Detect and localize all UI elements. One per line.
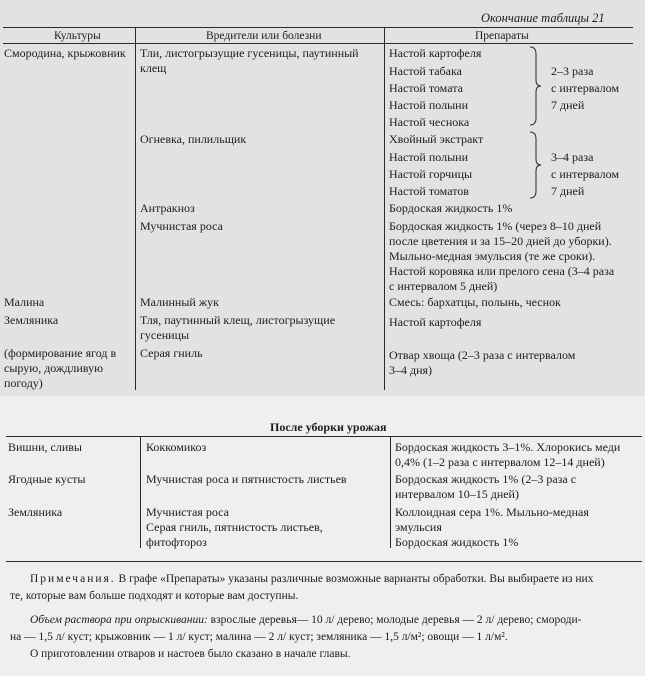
after-top-rule (6, 436, 642, 437)
table-caption: Окончание таблицы 21 (481, 11, 605, 25)
column-separator-1 (135, 27, 136, 390)
after-prep-text: Бордоская жидкость 1% (395, 535, 519, 549)
cell-culture-currant: Смородина, крыжовник (4, 46, 126, 60)
prep-item: Бордоская жидкость 1% (389, 201, 513, 215)
cell-pest-aphids-mites: Тля, паутинный клещ, листогрызущие (140, 313, 336, 327)
after-prep-text: эмульсия (395, 520, 442, 534)
prep-item: Настой полыни (389, 150, 468, 164)
prep-frequency: 3–4 раза (551, 150, 594, 164)
note-paragraph-2-line-2: на — 1,5 л/ куст; крыжовник — 1 л/ куст; малина — 2 л/ куст; земляника — 1,5 л/м²; овощи — 1 л/м². (10, 631, 508, 643)
prep-item: Настой томатов (389, 184, 469, 198)
curly-brace-icon (528, 131, 542, 199)
prep-item: Настой табака (389, 64, 462, 78)
header-bottom-rule (3, 43, 633, 44)
after-pest-mildew-spots: Мучнистая роса и пятнистость листьев (146, 472, 347, 486)
prep-frequency: с интервалом (551, 81, 620, 95)
prep-text: после цветения и за 15–20 дней до уборки). (389, 234, 612, 248)
cell-culture-raspberry: Малина (4, 295, 45, 309)
after-column-separator-1 (140, 436, 141, 548)
note-paragraph-2 (30, 612, 581, 629)
after-prep-text: 0,4% (1–2 раза с интервалом 12–14 дней) (395, 455, 605, 469)
cell-culture-strawberry: Земляника (4, 313, 59, 327)
cell-pest-raspberry-beetle: Малинный жук (140, 295, 219, 309)
cell-culture-condition: погоду) (4, 376, 43, 390)
after-prep-text: Коллоидная сера 1%. Мыльно-медная (395, 505, 589, 519)
after-pest-text: Мучнистая роса (146, 505, 229, 519)
header-preps: Препараты (475, 30, 529, 42)
prep-item: Настой томата (389, 81, 463, 95)
cell-pest-powdery-mildew: Мучнистая роса (140, 219, 223, 233)
prep-text: с интервалом 5 дней) (389, 279, 498, 293)
after-column-separator-2 (390, 436, 391, 548)
column-separator-2 (384, 27, 385, 390)
after-bottom-rule (6, 561, 642, 562)
prep-frequency: с интервалом (551, 167, 620, 181)
cell-pest-gray-mold: Серая гниль (140, 346, 203, 360)
prep-text: Мыльно-медная эмульсия (те же сроки). (389, 249, 596, 263)
cell-culture-condition: (формирование ягод в (4, 346, 117, 360)
cell-pest-aphids: Тли, листогрызущие гусеницы, паутинный (140, 46, 359, 60)
prep-frequency: 2–3 раза (551, 64, 594, 78)
prep-item: Настой чеснока (389, 115, 470, 129)
prep-item: Смесь: бархатцы, полынь, чеснок (389, 295, 561, 309)
header-pests: Вредители или болезни (206, 30, 322, 42)
cell-pest-moth: Огневка, пилильщик (140, 132, 247, 146)
prep-text: Настой коровяка или прелого сена (3–4 раза (389, 264, 615, 278)
curly-brace-icon (528, 46, 542, 126)
after-culture-cherries: Вишни, сливы (8, 440, 82, 454)
note-paragraph-1 (30, 571, 593, 588)
prep-text: Отвар хвоща (2–3 раза с интервалом (389, 348, 576, 362)
prep-item: Хвойный экстракт (389, 132, 484, 146)
header-culture: Культуры (54, 30, 101, 42)
after-prep-text: Бордоская жидкость 1% (2–3 раза с (395, 472, 577, 486)
prep-item: Настой полыни (389, 98, 468, 112)
prep-text: Бордоская жидкость 1% (через 8–10 дней (389, 219, 602, 233)
prep-text: 3–4 дня) (389, 363, 433, 377)
prep-item: Настой горчицы (389, 167, 473, 181)
after-prep-text: Бордоская жидкость 3–1%. Хлорокись меди (395, 440, 621, 454)
cell-pest-aphids-mites-cont: гусеницы (140, 328, 190, 342)
note-lead: Примечания. (30, 573, 116, 585)
prep-item: Настой картофеля (389, 315, 482, 329)
note-text: В графе «Препараты» указаны различные возможные варианты обработки. Вы выбираете из них (115, 573, 594, 585)
prep-frequency: 7 дней (551, 184, 585, 198)
prep-item: Настой картофеля (389, 46, 482, 60)
cell-culture-condition: сырую, дождливую (4, 361, 104, 375)
after-pest-text: Серая гниль, пятнистость листьев, (146, 520, 323, 534)
note-text: взрослые деревья— 10 л/ дерево; молодые деревья — 2 л/ дерево; смороди- (207, 614, 582, 626)
after-culture-strawberry: Земляника (8, 505, 63, 519)
note-paragraph-3: О приготовлении отваров и настоев было сказано в начале главы. (30, 648, 351, 660)
header-top-rule (3, 27, 633, 28)
after-culture-berry-bushes: Ягодные кусты (8, 472, 86, 486)
prep-frequency: 7 дней (551, 98, 585, 112)
note-lead: Объем раствора при опрыскивании: (30, 614, 208, 626)
note-paragraph-1-line-2: те, которые вам больше подходят и которые вам доступны. (10, 590, 299, 602)
cell-pest-anthracnose: Антракноз (140, 201, 195, 215)
after-pest-text: фитофтороз (146, 535, 207, 549)
cell-pest-aphids-cont: клещ (140, 61, 167, 75)
after-prep-text: интервалом 10–15 дней) (395, 487, 519, 501)
section-title-after-harvest: После уборки урожая (270, 420, 387, 434)
after-pest-coccomycosis: Коккомикоз (146, 440, 207, 454)
